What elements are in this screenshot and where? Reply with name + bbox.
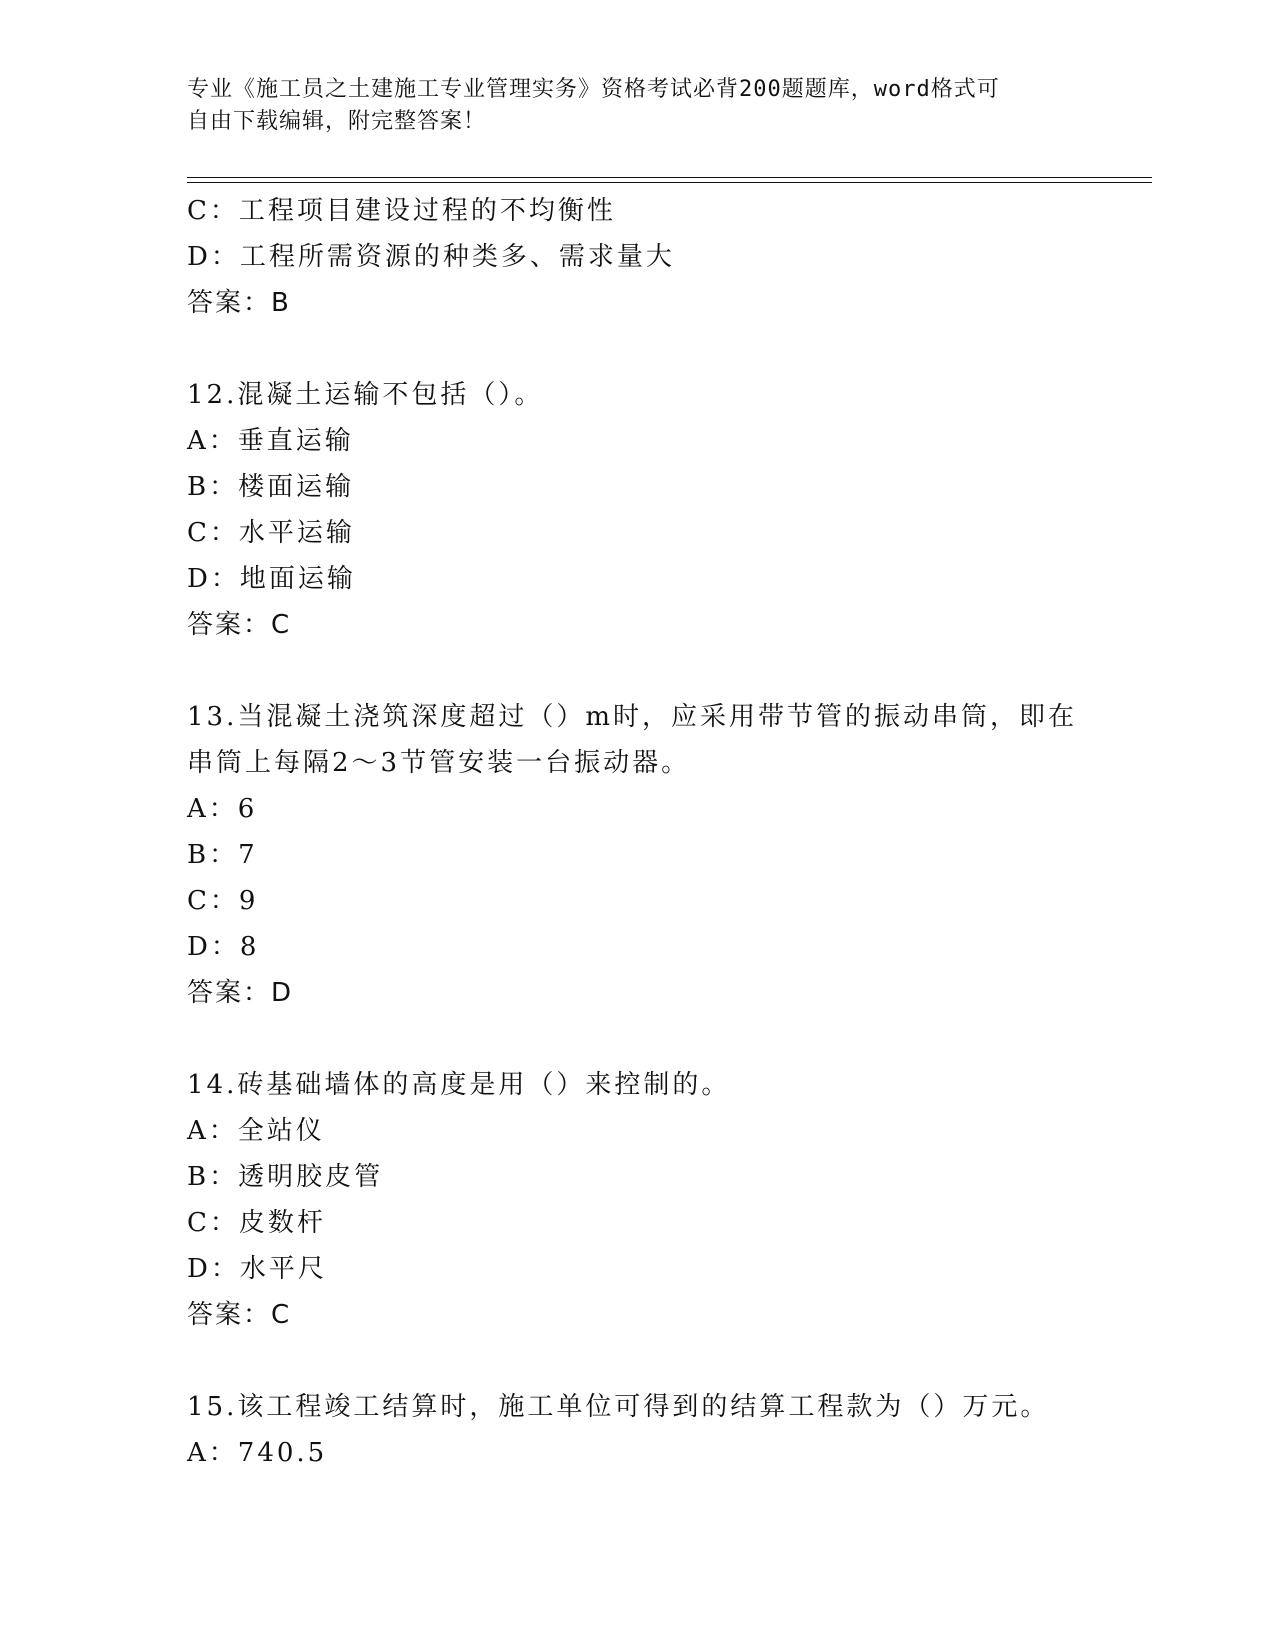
q13-question-line-2: 串筒上每隔2～3节管安装一台振动器。 xyxy=(187,748,691,778)
q15-option-a: A：740.5 xyxy=(187,1438,328,1468)
q13-answer: 答案：D xyxy=(187,978,294,1008)
question-11-tail xyxy=(187,188,1087,326)
header-rule-bottom xyxy=(187,182,1152,183)
q11-option-d: D：工程所需资源的种类多、需求量大 xyxy=(187,242,675,272)
q13-option-a: A：6 xyxy=(187,794,258,824)
q14-option-b: B：透明胶皮管 xyxy=(187,1162,384,1192)
q13-option-c: C：9 xyxy=(187,886,259,916)
q13-option-b: B：7 xyxy=(187,840,258,870)
q12-option-c: C：水平运输 xyxy=(187,518,355,548)
q11-answer: 答案：B xyxy=(187,288,291,318)
q13-option-d: D：8 xyxy=(187,932,260,962)
q14-answer: 答案：C xyxy=(187,1300,292,1330)
q12-option-a: A：垂直运输 xyxy=(187,426,354,456)
question-list xyxy=(187,188,1087,1476)
question-14 xyxy=(187,1062,1087,1338)
question-13 xyxy=(187,694,1087,1016)
spacer xyxy=(187,1338,1087,1384)
question-12 xyxy=(187,372,1087,648)
header-title-line-2: 自由下载编辑，附完整答案！ xyxy=(187,109,487,134)
header-rule-top xyxy=(187,177,1152,178)
question-15 xyxy=(187,1384,1087,1476)
q14-question: 14.砖基础墙体的高度是用（）来控制的。 xyxy=(187,1070,731,1100)
spacer xyxy=(187,1016,1087,1062)
q14-option-a: A：全站仪 xyxy=(187,1116,325,1146)
q12-option-b: B：楼面运输 xyxy=(187,472,355,502)
header-title-line-1: 专业《施工员之土建施工专业管理实务》资格考试必背200题题库，word格式可 xyxy=(187,77,1000,102)
q15-question: 15.该工程竣工结算时，施工单位可得到的结算工程款为（）万元。 xyxy=(187,1392,1050,1422)
q12-question: 12.混凝土运输不包括（）。 xyxy=(187,380,544,410)
q12-option-d: D：地面运输 xyxy=(187,564,356,594)
spacer xyxy=(187,326,1087,372)
q14-option-d: D：水平尺 xyxy=(187,1254,327,1284)
document-header xyxy=(187,74,1067,138)
q12-answer: 答案：C xyxy=(187,610,292,640)
q14-option-c: C：皮数杆 xyxy=(187,1208,326,1238)
q11-option-c: C：工程项目建设过程的不均衡性 xyxy=(187,196,616,226)
spacer xyxy=(187,648,1087,694)
q13-question-line-1: 13.当混凝土浇筑深度超过（）m时，应采用带节管的振动串筒，即在 xyxy=(187,702,1078,732)
